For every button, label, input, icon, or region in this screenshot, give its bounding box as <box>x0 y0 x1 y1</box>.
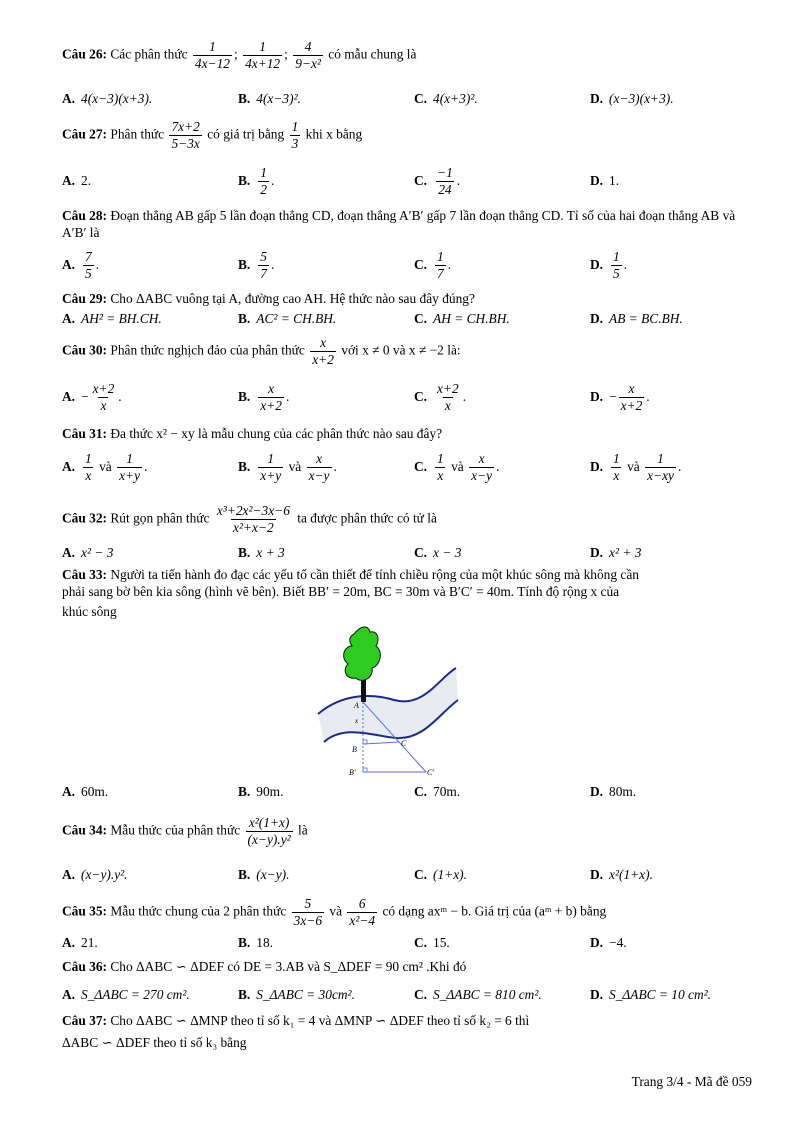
question-text: Phân thức <box>110 126 165 142</box>
question-label: Câu 27: <box>62 126 108 142</box>
option-b[interactable]: B. S_ΔABC = 30cm². <box>238 987 355 1002</box>
question-text: Người ta tiến hành đo đạc các yếu tố cần thiết để tính chiều rộng của một khúc sông mà không cần <box>110 567 639 582</box>
option-a[interactable]: A. x² − 3 <box>62 545 114 560</box>
question-27 <box>62 120 756 151</box>
question-text: Mẫu thức chung của 2 phân thức <box>110 903 287 919</box>
fraction: $\frac{x}{x+2}$ <box>312 335 334 367</box>
page-footer: Trang 3/4 - Mã đề 059 <box>631 1074 752 1089</box>
question-text: Cho ΔABC ∽ ΔMNP theo tỉ số k₁ = 4 và ΔMNP ∽ ΔDEF theo tỉ số k₂ = 6 thì <box>110 1013 530 1028</box>
option-b[interactable]: B. 90m. <box>238 784 284 799</box>
options-26 <box>62 84 756 114</box>
options-30 <box>62 382 756 412</box>
options-33 <box>62 777 756 807</box>
option-b[interactable]: B. (x−y). <box>238 867 290 882</box>
question-text: Các phân thức <box>110 46 188 62</box>
label-C: C <box>401 739 407 748</box>
question-35 <box>62 897 756 928</box>
label-B: B <box>352 745 357 754</box>
option-a[interactable]: A. 21. <box>62 935 98 950</box>
option-c[interactable]: C. 4(x+3)². <box>414 91 478 106</box>
question-label: Câu 28: <box>62 208 108 223</box>
label-C-prime: C′ <box>427 768 435 777</box>
option-b[interactable]: B. $\frac{1}{2}$ . <box>238 164 275 197</box>
fraction: $\frac{4}{\text{9−x²}}$ <box>295 39 321 71</box>
option-d[interactable]: D. 80m. <box>590 784 637 799</box>
option-d[interactable]: D. −4. <box>590 935 627 950</box>
option-a[interactable]: A. $\frac{7}{5}$ . <box>62 248 100 281</box>
option-d[interactable]: D. (x−3)(x+3). <box>590 91 674 106</box>
question-label: Câu 37: <box>62 1013 108 1028</box>
options-27 <box>62 166 756 196</box>
option-b[interactable]: B. $\frac{5}{7}$ . <box>238 248 275 281</box>
question-text: là <box>298 822 308 838</box>
fraction: $\frac{6}{\text{x²−4}}$ <box>349 896 376 928</box>
question-32 <box>62 504 756 535</box>
question-text: Đa thức x² − xy là mẫu chung của các phân thức nào sau đây? <box>110 426 443 441</box>
question-label: Câu 32: <box>62 510 108 526</box>
fraction: $\frac{5}{3x-6}$ <box>293 896 323 928</box>
question-label: Câu 31: <box>62 426 108 441</box>
question-text: Cho ΔABC ∽ ΔDEF có DE = 3.AB và S_ΔDEF = 90 cm² .Khi đó <box>110 959 467 974</box>
question-28 <box>62 207 756 241</box>
option-a[interactable]: A. S_ΔABC = 270 cm². <box>62 987 190 1002</box>
options-32 <box>62 538 756 568</box>
option-b[interactable]: B. AC² = CH.BH. <box>238 311 337 326</box>
option-c[interactable]: C. $\frac{-1}{24}$ . <box>414 164 461 197</box>
option-b[interactable]: B. x + 3 <box>238 545 285 560</box>
fraction: $\frac{1}{4x-12}$ <box>194 39 230 71</box>
option-c[interactable]: C. 15. <box>414 935 450 950</box>
question-label: Câu 35: <box>62 903 108 919</box>
question-text: có giá trị bằng <box>207 126 285 142</box>
question-text: Rút gọn phân thức <box>110 510 210 526</box>
options-35 <box>62 928 756 958</box>
question-text: có dạng axᵐ − b. Giá trị của (aᵐ + b) bằng <box>382 903 607 919</box>
option-c[interactable]: C. $\frac{1}{x}$ và $\frac{x}{x-y}$ . <box>414 450 500 483</box>
question-text: ΔABC ∽ ΔDEF theo tỉ số k₃ bằng <box>62 1035 247 1050</box>
options-29 <box>62 304 756 334</box>
question-text: với x ≠ 0 và x ≠ −2 là: <box>341 342 461 358</box>
option-c[interactable]: C. $\frac{x+2}{x}$ . <box>414 380 467 413</box>
option-b[interactable]: B. $\frac{x}{x+2}$ . <box>238 380 290 413</box>
question-label: Câu 33: <box>62 567 108 582</box>
option-a[interactable]: A. $\frac{1}{x}$ và $\frac{1}{x+y}$ . <box>62 450 148 483</box>
option-a[interactable]: A. 4(x−3)(x+3). <box>62 91 153 106</box>
question-34 <box>62 816 756 847</box>
question-text: Phân thức nghịch đảo của phân thức <box>110 342 305 358</box>
option-c[interactable]: C. (1+x). <box>414 867 467 882</box>
question-36 <box>62 958 756 975</box>
question-text: ta được phân thức có tử là <box>297 510 437 526</box>
option-c[interactable]: C. x − 3 <box>414 545 462 560</box>
options-31 <box>62 452 756 482</box>
question-label: Câu 30: <box>62 342 108 358</box>
option-b[interactable]: B. 18. <box>238 935 274 950</box>
question-text: khúc sông <box>62 604 117 619</box>
option-a[interactable]: A. 2. <box>62 173 92 188</box>
option-a[interactable]: A. − $\frac{x+2}{x}$ . <box>62 380 122 413</box>
option-c[interactable]: C. $\frac{1}{7}$ . <box>414 248 452 281</box>
question-label: Câu 29: <box>62 291 108 306</box>
option-b[interactable]: B. 4(x−3)². <box>238 91 301 106</box>
option-b[interactable]: B. $\frac{1}{x+y}$ và $\frac{x}{x-y}$ . <box>238 450 337 483</box>
question-label: Câu 26: <box>62 46 108 62</box>
question-text: và <box>329 903 343 919</box>
question-text: Đoạn thẳng AB gấp 5 lần đoạn thẳng CD, đoạn thẳng A′B′ gấp 7 lần đoạn thẳng CD. Tỉ số của hai đoạn thẳng AB và A′B′ là <box>62 208 736 240</box>
fraction: $\frac{\text{x³+2x²−3x−6}}{\text{x²+x−2}}$ <box>216 503 290 535</box>
question-label: Câu 34: <box>62 822 108 838</box>
question-26: Câu 26: Các phân thức $\frac{1}{4x-12}$ ; $\frac{1}{4x+12}$ ; $\frac{4}{\text{9−x²}}$ có mẫu chung là <box>62 39 417 71</box>
option-a[interactable]: A. 60m. <box>62 784 109 799</box>
fraction: $\frac{1}{4x+12}$ <box>245 39 281 71</box>
option-a[interactable]: A. AH² = BH.CH. <box>62 311 162 326</box>
option-c[interactable]: C. AH = CH.BH. <box>414 311 510 326</box>
question-31 <box>62 425 756 442</box>
question-text: Cho ΔABC vuông tại A, đường cao AH. Hệ thức nào sau đây đúng? <box>110 291 475 306</box>
option-d[interactable]: D. x²(1+x). <box>590 867 653 882</box>
question-text: Mẫu thức của phân thức <box>110 822 241 838</box>
question-label: Câu 36: <box>62 959 108 974</box>
river-diagram <box>314 622 460 782</box>
question-text: phải sang bờ bên kia sông (hình vẽ bên). Biết BB′ = 20m, BC = 30m và B′C′ = 40m. Tính độ rộng x của <box>62 584 620 599</box>
question-text: có mẫu chung là <box>328 46 417 62</box>
option-d[interactable]: D. $\frac{1}{x}$ và $\frac{1}{x-xy}$ . <box>590 450 682 483</box>
fraction: $\frac{7x+2}{5-3x}$ <box>171 119 200 151</box>
question-30 <box>62 336 756 367</box>
option-c[interactable]: C. S_ΔABC = 810 cm². <box>414 987 542 1002</box>
option-d[interactable]: D. x² + 3 <box>590 545 642 560</box>
label-B-prime: B′ <box>349 768 356 777</box>
option-d[interactable]: D. − $\frac{x}{x+2}$ . <box>590 380 650 413</box>
option-d[interactable]: D. AB = BC.BH. <box>590 311 683 326</box>
question-33 <box>62 566 756 620</box>
options-34 <box>62 860 756 890</box>
question-37 <box>62 1010 756 1054</box>
fraction: $\frac{1}{3}$ <box>291 119 299 151</box>
question-text: khi x bằng <box>305 126 363 142</box>
option-d[interactable]: D. $\frac{1}{5}$ . <box>590 248 628 281</box>
option-a[interactable]: A. (x−y).y². <box>62 867 128 882</box>
options-36 <box>62 980 756 1010</box>
fraction: $\frac{\text{x²(1+x)}}{\text{(x−y).y²}}$ <box>247 815 291 847</box>
option-d[interactable]: D. 1. <box>590 173 620 188</box>
options-28 <box>62 250 756 280</box>
option-c[interactable]: C. 70m. <box>414 784 461 799</box>
option-d[interactable]: D. S_ΔABC = 10 cm². <box>590 987 712 1002</box>
label-A: A <box>354 701 359 710</box>
label-x: x <box>355 717 359 725</box>
